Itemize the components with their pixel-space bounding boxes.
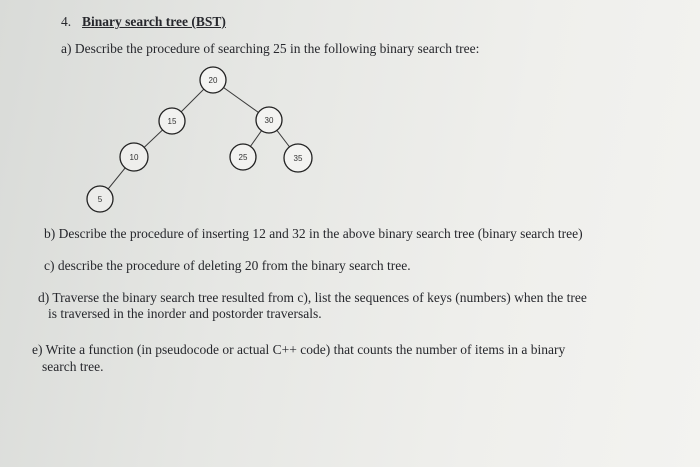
part-c-text: c) describe the procedure of deleting 20 from the binary search tree. [44,258,411,273]
tree-node-10 [120,143,148,171]
part-d-text-line2: is traversed in the inorder and postorder traversals. [48,306,322,321]
part-d-text-line1: d) Traverse the binary search tree resulted from c), list the sequences of keys (numbers) when the tree [38,290,587,305]
tree-node-35 [284,144,312,172]
tree-node-15 [159,108,185,134]
node-key: 20 [208,76,218,85]
question-title: Binary search tree (BST) [82,14,226,29]
tree-node-20 [200,67,226,93]
tree-node-30 [256,107,282,133]
question-number: 4. [61,14,72,29]
part-e-text-line1: e) Write a function (in pseudocode or actual C++ code) that counts the number of items in a binary [32,342,566,357]
node-key: 25 [238,153,248,162]
tree-node-25 [230,144,256,170]
node-key: 15 [167,117,177,126]
tree-node-5 [87,186,113,212]
part-b-text: b) Describe the procedure of inserting 12 and 32 in the above binary search tree (binary search tree) [44,226,583,241]
node-key: 10 [129,153,139,162]
part-a-text: a) Describe the procedure of searching 25 in the following binary search tree: [61,41,480,56]
part-e-text-line2: search tree. [42,359,104,374]
node-key: 5 [97,195,103,204]
node-key: 30 [264,116,274,125]
node-key: 35 [293,154,303,163]
